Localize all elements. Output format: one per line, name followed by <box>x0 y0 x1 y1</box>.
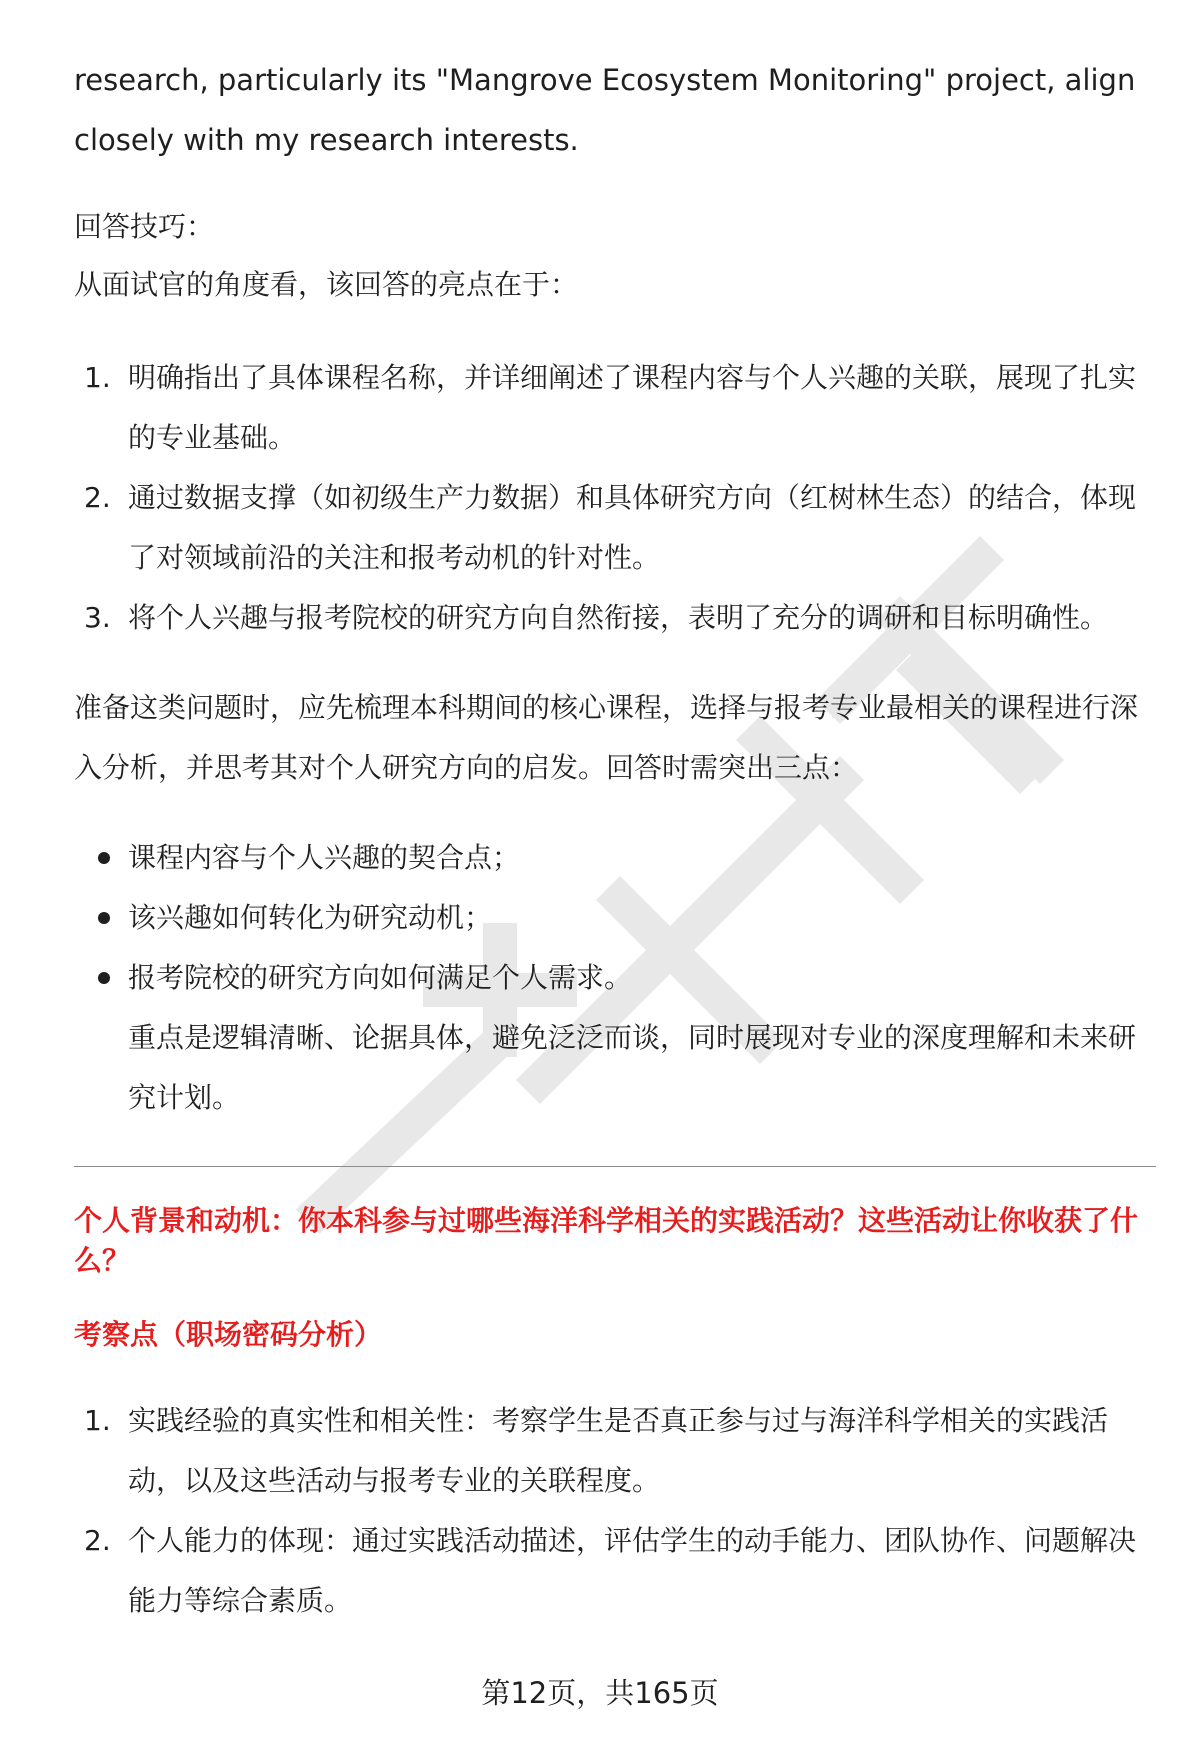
bullet-icon <box>98 912 110 924</box>
list-number: 1. <box>84 1404 111 1437</box>
section-label: 考察点（职场密码分析） <box>74 1318 383 1351</box>
list-number: 2. <box>84 481 111 514</box>
tips-title: 回答技巧： <box>74 210 215 243</box>
answer-english-text: research, particularly its "Mangrove Ecosystem Monitoring" project, align closely with my research interests. <box>74 63 1136 157</box>
list-item: 1. 实践经验的真实性和相关性：考察学生是否真正参与过与海洋科学相关的实践活动，以及这些活动与报考专业的关联程度。 <box>74 1391 1160 1511</box>
assessment-points-list <box>74 1391 1160 1631</box>
list-item: 2. 通过数据支撑（如初级生产力数据）和具体研究方向（红树林生态）的结合，体现了对领域前沿的关注和报考动机的针对性。 <box>74 468 1160 588</box>
summary-note: 重点是逻辑清晰、论据具体，避免泛泛而谈，同时展现对专业的深度理解和未来研究计划。 <box>128 1021 1137 1114</box>
list-item: 2. 个人能力的体现：通过实践活动描述，评估学生的动手能力、团队协作、问题解决能力等综合素质。 <box>74 1511 1160 1631</box>
list-item: 课程内容与个人兴趣的契合点； <box>74 828 1160 888</box>
list-number: 1. <box>84 361 111 394</box>
question-heading: 个人背景和动机：你本科参与过哪些海洋科学相关的实践活动？这些活动让你收获了什么？ <box>74 1204 1139 1277</box>
bullet-icon <box>98 852 110 864</box>
page-content <box>74 50 1160 1631</box>
bullet-icon <box>98 972 110 984</box>
list-item: 3. 将个人兴趣与报考院校的研究方向自然衔接，表明了充分的调研和目标明确性。 <box>74 588 1160 648</box>
list-item: 1. 明确指出了具体课程名称，并详细阐述了课程内容与个人兴趣的关联，展现了扎实的专业基础。 <box>74 348 1160 468</box>
prep-paragraph: 准备这类问题时，应先梳理本科期间的核心课程，选择与报考专业最相关的课程进行深入分析，并思考其对个人研究方向的启发。回答时需突出三点： <box>74 691 1139 784</box>
list-item: 报考院校的研究方向如何满足个人需求。 <box>74 948 1160 1008</box>
page-number-footer: 第12页，共165页 <box>481 1676 719 1710</box>
tips-intro: 从面试官的角度看，该回答的亮点在于： <box>74 268 579 301</box>
key-points-list <box>74 828 1160 1008</box>
list-item: 该兴趣如何转化为研究动机； <box>74 888 1160 948</box>
list-number: 2. <box>84 1524 111 1557</box>
section-divider <box>74 1166 1156 1167</box>
tips-list <box>74 348 1160 648</box>
list-number: 3. <box>84 601 111 634</box>
